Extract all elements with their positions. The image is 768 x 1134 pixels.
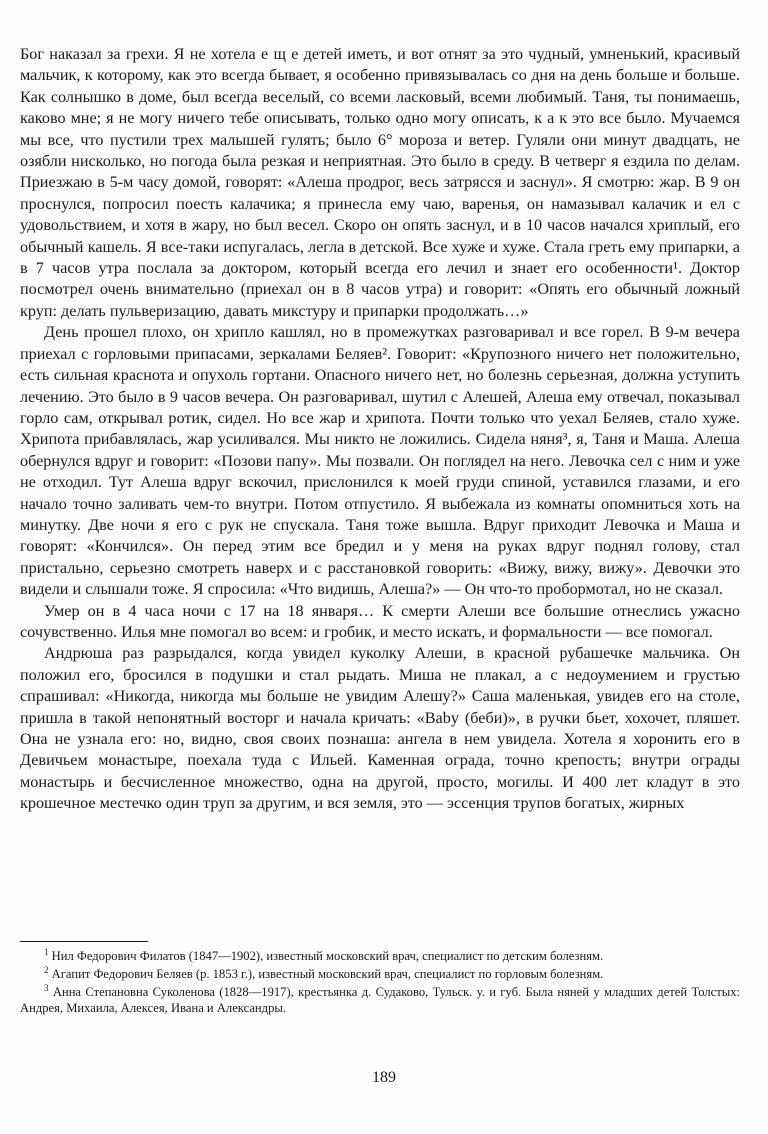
paragraph-4: Андрюша раз разрыдался, когда увидел куколку Алеши, в красной рубашечке мальчика. Он положил его, бросился в подушки и стал рыдать. Миша не плакал, а с недоумением и грустью спрашивал: «Никогда, никогда мы больше не увидим Алешу?» Саша маленькая, увидев его на столе, пришла в такой непонятный восторг и начала кричать: «Baby (беби)», в ручки бьет, хохочет, пляшет. Она не узнала его: но, видно, своя своих познаша: ангела в нем увидела. Хотела я хоронить его в Девичьем монастыре, поехала туда с Ильей. Каменная ограда, точно крепость; внутри ограды монастырь и бесчисленное множество, одна на другой, просто, могилы. И 400 лет кладут в это крошечное местечко один труп за другим, и вся земля, это — эссенция трупов богатых, жирных	[20, 644, 740, 813]
footnote-2	[20, 966, 740, 982]
paragraph-1: Бог наказал за грехи. Я не хотела е щ е детей иметь, и вот отнят за это чудный, умненький, красивый мальчик, к которому, как это всегда бывает, я особенно привязывалась со дня на день больше и больше. Как солнышко в доме, был всегда веселый, со всеми ласковый, всеми любимый. Таня, ты понимаешь, каково мне; я не могу ничего тебе описывать, только одно могу описать, к а к это все было. Мучаемся мы все, что пустили трех малышей гулять; было 6° мороза и ветер. Гуляли они минут двадцать, не озябли нисколько, но погода была резкая и неприятная. Это было в среду. В четверг я ездила по делам. Приезжаю в 5-м часу домой, говорят: «Алеша продрог, весь затрясся и заснул». Я смотрю: жар. В 9 он проснулся, попросил поесть калачика; я принесла ему чаю, варенья, он намазывал калачик и ел с удовольствием, и хотя в жару, но был весел. Скоро он опять заснул, и в 10 часов начался хриплый, его обычный кашель. Я все-таки испугалась, легла в детской. Все хуже и хуже. Стала греть ему припарки, а в 7 часов утра послала за доктором, который всегда его лечил и знает его особенности¹. Доктор посмотрел очень внимательно (приехал он в 8 часов утра) и говорит: «Опять его обычный ложный круп: делать пульверизацию, давать микстуру и припарки продолжать…»	[20, 45, 740, 320]
main-text	[20, 44, 740, 815]
page-number: 189	[372, 1069, 396, 1086]
footnote-mark: 1	[44, 946, 49, 957]
footnote-divider	[20, 941, 148, 942]
paragraph-3: Умер он в 4 часа ночи с 17 на 18 января… К смерти Алеши все большие отнеслись ужасно сочувственно. Илья мне помогал во всем: и гробик, и место искать, и формальности — все помогал.	[20, 601, 740, 641]
footnote-text: Агапит Федорович Беляев (р. 1853 г.), известный московский врач, специалист по горловым болезням.	[51, 967, 604, 981]
footnote-text: Анна Степановна Суколенова (1828—1917), крестьянка д. Судаково, Тульск. у. и губ. Была няней у младших детей Толстых: Андрея, Михаила, Алексея, Ивана и Александры.	[20, 985, 740, 1015]
footnote-text: Нил Федорович Филатов (1847—1902), известный московский врач, специалист по детским болезням.	[51, 949, 604, 963]
footnote-1	[20, 948, 740, 964]
footnotes	[20, 948, 740, 1018]
footnote-mark: 3	[44, 982, 49, 993]
footnote-mark: 2	[44, 964, 49, 975]
paragraph-2: День прошел плохо, он хрипло кашлял, но в промежутках разговаривал и все горел. В 9-м вечера приехал с горловыми припасами, зеркалами Беляев². Говорит: «Крупозного ничего нет положительно, есть сильная краснота и опухоль гортани. Опасного ничего нет, но болезнь серьезная, должна уступить лечению. Это было в 9 часов вечера. Он разговаривал, шутил с Алешей, Алеша ему отвечал, показывал горло сам, открывал ротик, сидел. Но все жар и хрипота. Почти только что уехал Беляев, стало хуже. Хрипота прибавлялась, жар усиливался. Мы никто не ложились. Сидела няня³, я, Таня и Маша. Алеша обернулся вдруг и говорит: «Позови папу». Мы позвали. Он поглядел на него. Левочка сел с ним и уже не отходил. Тут Алеша вдруг вскочил, прислонился к моей груди спиной, уставился глазами, и его начало точно заливать чем-то внутри. Потом отпустило. Я выбежала из комнаты опомниться хоть на минутку. Две ночи я его с рук не спускала. Таня тоже вышла. Вдруг приходит Левочка и Маша и говорят: «Кончился». Он перед этим все бредил и у меня на руках вдруг поднял голову, стал пристально, серьезно смотреть наверх и с расстановкой говорить: «Вижу, вижу, вижу». Девочки это видели и слышали тоже. Я спросила: «Что видишь, Алеша?» — Он что-то пробормотал, но не сказал.	[20, 323, 740, 599]
footnote-3	[20, 984, 740, 1016]
